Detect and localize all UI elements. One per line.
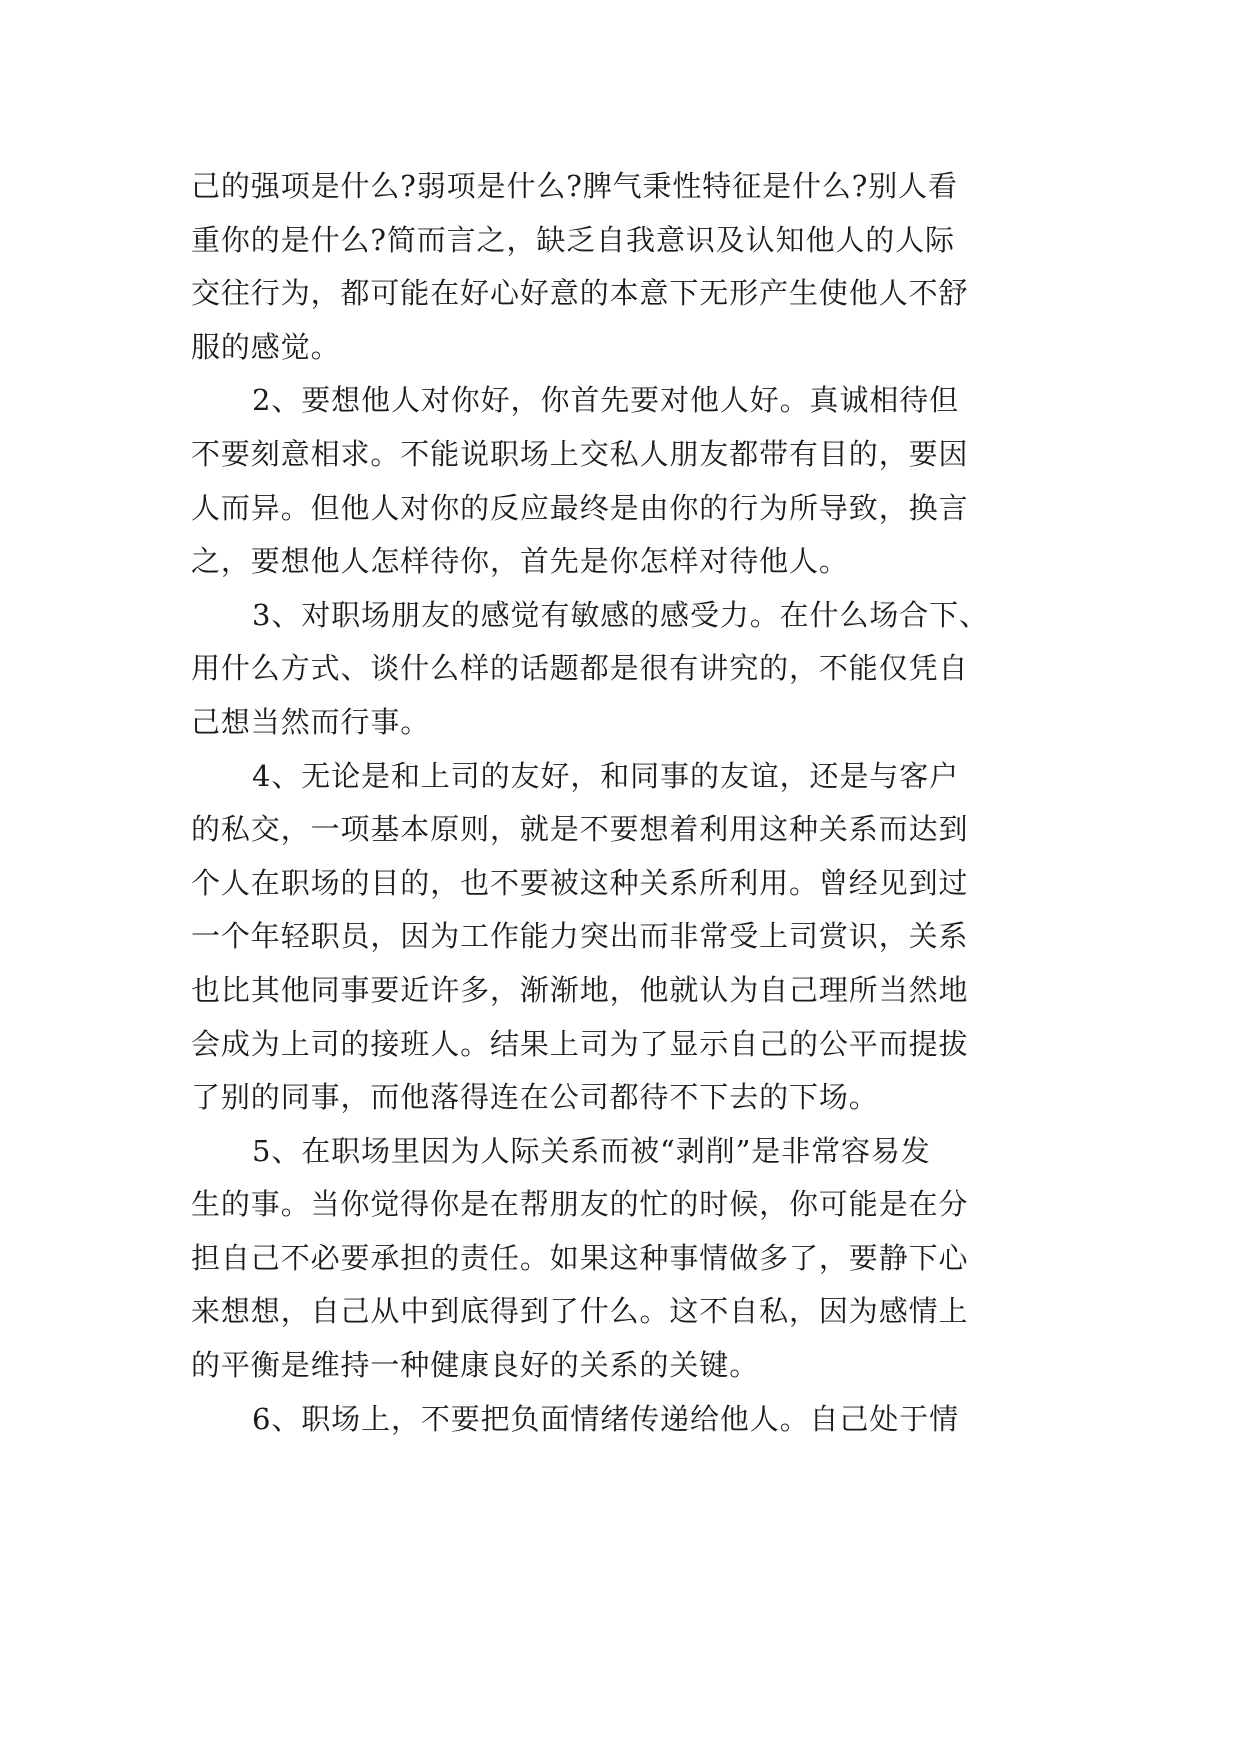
paragraph-first-line: 5、在职场里因为人际关系而被“剥削”是非常容易发 xyxy=(252,1133,931,1168)
text-line: 重你的是什么?简而言之，缺乏自我意识及认知他人的人际 xyxy=(191,222,955,257)
paragraph-first-line: 3、对职场朋友的感觉有敏感的感受力。在什么场合下、 xyxy=(252,597,989,632)
text-line: 担自己不必要承担的责任。如果这种事情做多了，要静下心 xyxy=(191,1240,969,1275)
paragraph-first-line: 4、无论是和上司的友好，和同事的友谊，还是与客户 xyxy=(252,758,960,793)
body-text xyxy=(191,160,1071,1446)
text-line: 一个年轻职员，因为工作能力突出而非常受上司赏识，关系 xyxy=(191,919,969,954)
text-line: 生的事。当你觉得你是在帮朋友的忙的时候，你可能是在分 xyxy=(191,1187,969,1222)
text-line: 来想想，自己从中到底得到了什么。这不自私，因为感情上 xyxy=(191,1294,969,1329)
paragraph-first-line: 6、职场上，不要把负面情绪传递给他人。自己处于情 xyxy=(252,1401,960,1436)
text-line: 服的感觉。 xyxy=(191,329,341,364)
text-line: 个人在职场的目的，也不要被这种关系所利用。曾经见到过 xyxy=(191,865,969,900)
text-line: 交往行为，都可能在好心好意的本意下无形产生使他人不舒 xyxy=(191,276,969,311)
text-line: 会成为上司的接班人。结果上司为了显示自己的公平而提拔 xyxy=(191,1026,969,1061)
text-line: 的平衡是维持一种健康良好的关系的关键。 xyxy=(191,1348,760,1383)
text-line: 也比其他同事要近许多，渐渐地，他就认为自己理所当然地 xyxy=(191,972,969,1007)
text-line: 己想当然而行事。 xyxy=(191,704,431,739)
text-line: 不要刻意相求。不能说职场上交私人朋友都带有目的，要因 xyxy=(191,436,969,471)
text-line: 己的强项是什么?弱项是什么?脾气秉性特征是什么?别人看 xyxy=(191,169,958,203)
text-line: 人而异。但他人对你的反应最终是由你的行为所导致，换言 xyxy=(191,490,969,525)
text-line: 之，要想他人怎样待你，首先是你怎样对待他人。 xyxy=(191,544,849,579)
text-line: 了别的同事，而他落得连在公司都待不下去的下场。 xyxy=(191,1080,879,1115)
paragraph-first-line: 2、要想他人对你好，你首先要对他人好。真诚相待但 xyxy=(252,383,960,418)
text-line: 用什么方式、谈什么样的话题都是很有讲究的，不能仅凭自 xyxy=(191,651,969,686)
text-line: 的私交，一项基本原则，就是不要想着利用这种关系而达到 xyxy=(191,812,969,847)
